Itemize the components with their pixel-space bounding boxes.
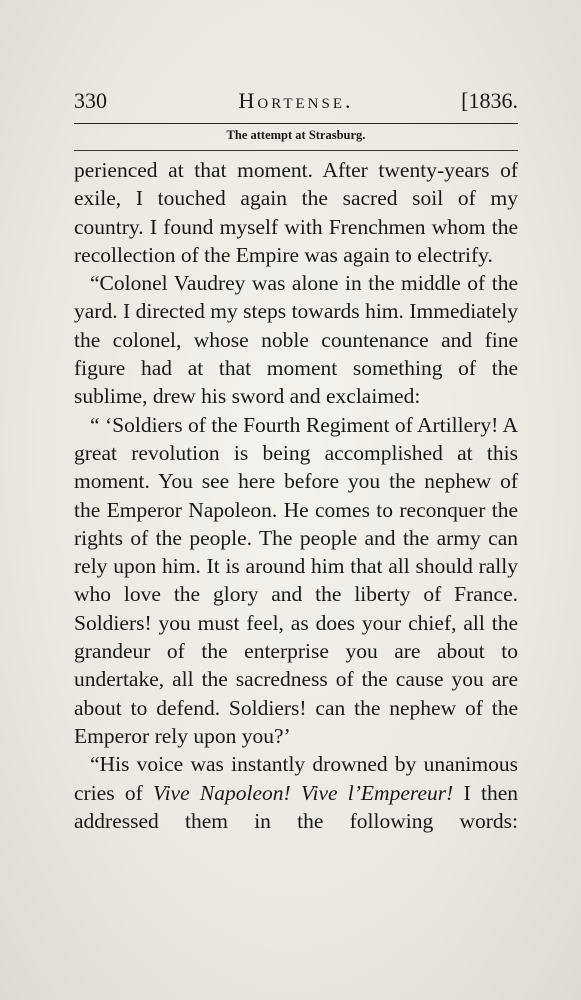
paragraph-4-after: I then addressed them in the following words: (74, 780, 518, 833)
section-subheading: The attempt at Strasburg. (226, 128, 366, 142)
paragraph-2: “Colonel Vaudrey was alone in the middle of the yard. I directed my steps towards him. Immediately the colonel, whose noble countenance and fine figure had at that moment something of the sublime, drew his sword and exclaimed: (74, 271, 518, 409)
body-text (74, 156, 518, 835)
running-title (74, 88, 518, 114)
paragraph-1: perienced at that moment. After twenty-years of exile, I touched again the sacred soil of my country. I found myself with Frenchmen whom the recollection of the Empire was again to electrify. (74, 158, 518, 267)
paragraph-3: “ ‘Soldiers of the Fourth Regiment of Artillery! A great revolution is being accomplished at this moment. You see here before you the nephew of the Emperor Napoleon. He comes to reconquer the rights of the people. The people and the army can rely upon him. It is around him that all should rally who love the glory and the liberty of France. Soldiers! you must feel, as does your chief, all the grandeur of the enterprise you are about to undertake, all the sacredness of the cause you are about to defend. Soldiers! can the nephew of the Emperor rely upon you?’ (74, 412, 518, 748)
paragraph-4-before: “His voice was instantly drowned by unanimous cries of (74, 752, 518, 805)
header-rule (74, 123, 518, 124)
page-number: 330 (74, 88, 107, 113)
paragraph-4-cry: Vive Napoleon! Vive l’Empereur! (153, 780, 454, 805)
header-year: [1836. (461, 88, 518, 113)
page-header (74, 88, 518, 122)
running-title-text: Hortense. (238, 88, 354, 113)
subheading-rule (74, 150, 518, 151)
paragraph-4 (74, 750, 518, 835)
